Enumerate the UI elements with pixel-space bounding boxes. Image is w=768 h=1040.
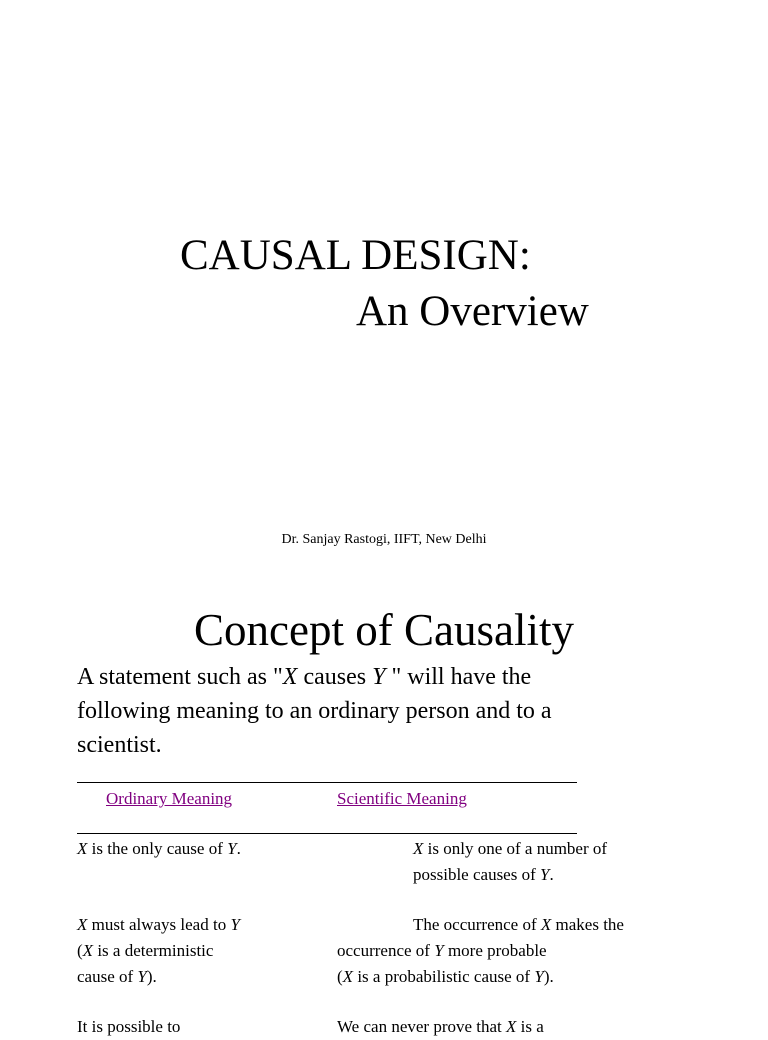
row2-ordinary-line1 [77,912,240,938]
intro-text: " will have the [385,664,532,690]
cell-text: is only one of a number of [423,839,608,858]
header-scientific-meaning-link[interactable]: Scientific Meaning [337,789,467,808]
section-title: Concept of Causality [194,605,574,655]
row3-ordinary-cell [77,1014,180,1040]
variable-x: X [506,1017,517,1036]
intro-paragraph [77,660,637,762]
cell-text: We can never prove that [337,1017,507,1036]
variable-y: Y [227,839,237,858]
cell-text: more probable [443,941,547,960]
cell-text: . [236,839,241,858]
cell-text: ). [146,967,157,986]
cell-text: is a probabilistic cause of [353,967,535,986]
variable-x: X [82,941,94,960]
cell-text: cause of [77,967,138,986]
row2-ordinary-line3 [77,964,240,990]
intro-text: causes [297,664,373,690]
row1-scientific-line1 [413,836,607,862]
row1-ordinary-cell [77,836,241,862]
cell-text: makes the [551,915,624,934]
variable-x: X [282,664,298,690]
row2-scientific-line3 [337,964,554,990]
row2-scientific-line1-text [413,912,624,938]
row2-ordinary-cell [77,912,240,990]
row3-scientific-line1 [337,1014,544,1040]
row3-ordinary-line1: It is possible to [77,1017,181,1036]
variable-x: X [77,839,88,858]
row2-scientific-cell [337,938,554,990]
table-header-rule [77,833,577,834]
row1-scientific-line2 [413,862,607,888]
variable-y: Y [540,865,550,884]
cell-text: ( [77,941,83,960]
intro-line-1 [77,660,637,694]
variable-y: Y [434,941,444,960]
cell-text: . [549,865,554,884]
variable-y: Y [230,915,240,934]
author-line: Dr. Sanjay Rastogi, IIFT, New Delhi [281,532,487,547]
variable-x: X [413,839,424,858]
cell-text: The occurrence of [413,915,541,934]
row1-scientific-cell [413,836,607,888]
intro-text: A statement such as " [77,664,283,690]
intro-line-2: following meaning to an ordinary person and to a [77,698,552,724]
variable-y: Y [137,967,147,986]
intro-line-3: scientist. [77,732,162,758]
variable-x: X [342,967,354,986]
cell-text: ). [543,967,554,986]
cell-text: must always lead to [87,915,231,934]
variable-y: Y [372,664,386,690]
cell-text: occurrence of [337,941,435,960]
cell-text: possible causes of [413,865,541,884]
row2-scientific-line1 [413,912,624,938]
row3-scientific-cell [337,1014,544,1040]
cover-title-line2: An Overview [356,288,589,335]
variable-x: X [540,915,552,934]
header-ordinary-meaning-link[interactable]: Ordinary Meaning [106,789,233,808]
cell-text: is a [516,1017,544,1036]
row2-ordinary-line2 [77,938,240,964]
cell-text: is the only cause of [87,839,228,858]
cell-text: ( [337,967,343,986]
row2-scientific-line2 [337,938,554,964]
row1-ordinary-line1 [77,836,241,862]
cover-title-line1: CAUSAL DESIGN: [180,232,531,279]
variable-y: Y [534,967,544,986]
table-top-rule [77,782,577,783]
variable-x: X [77,915,88,934]
cell-text: is a deterministic [93,941,214,960]
